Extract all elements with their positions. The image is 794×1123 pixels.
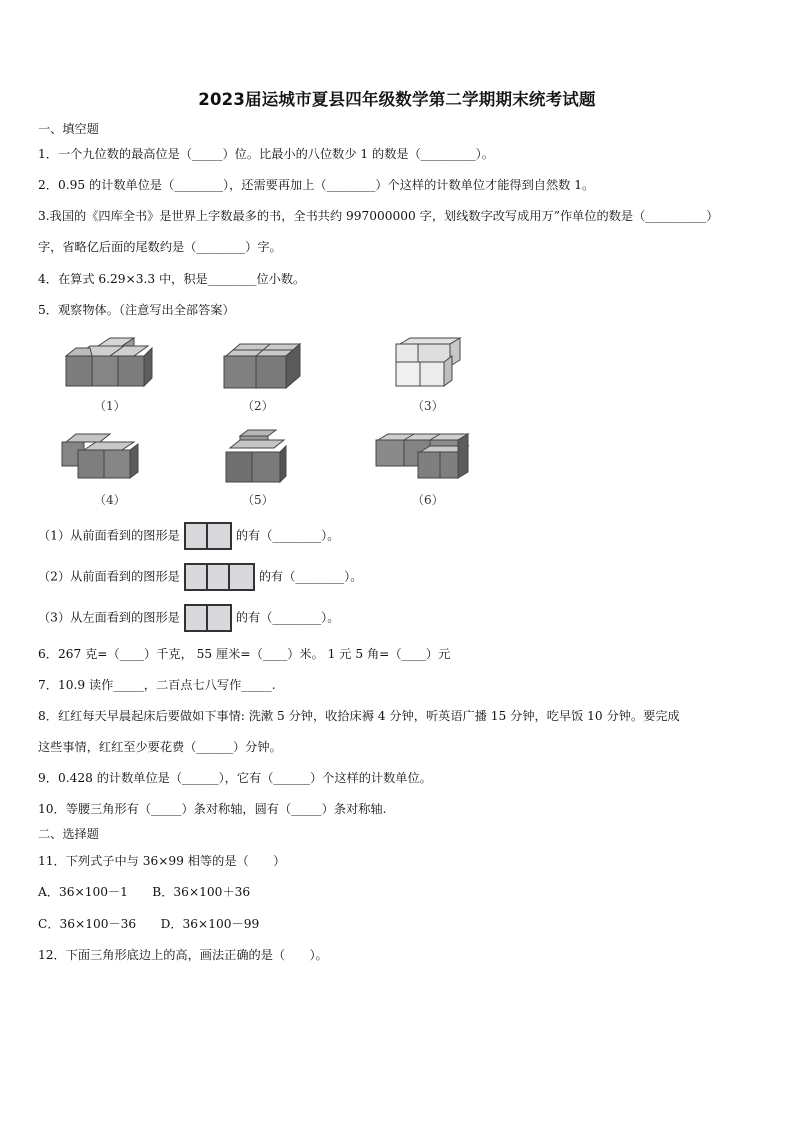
section-fill-blank-heading: 一、填空题 [38, 122, 99, 136]
question-8-line-2: 这些事情，红红至少要花费（______）分钟。 [38, 740, 282, 754]
exam-title: 2023届运城市夏县四年级数学第二学期期末统考试题 [198, 90, 596, 109]
figure-3-label: （3） [412, 399, 444, 413]
figure-6-cubes [376, 434, 468, 478]
figure-1-cubes [66, 338, 152, 386]
three-square-front-view [184, 563, 255, 591]
figure-5-cubes [226, 430, 286, 482]
figure-6-label: （6） [412, 493, 444, 507]
figure-3-cubes [396, 338, 460, 386]
q5-3-suffix: 的有（________）。 [235, 610, 340, 625]
question-12: 12．下面三角形底边上的高，画法正确的是（ ）。 [38, 948, 328, 962]
question-10: 10．等腰三角形有（_____）条对称轴，圆有（_____）条对称轴. [38, 802, 387, 816]
question-4: 4．在算式 6.29×3.3 中，积是________位小数。 [38, 272, 306, 286]
figure-4-label: （4） [94, 493, 126, 507]
question-8-line-1: 8．红红每天早晨起床后要做如下事情: 洗漱 5 分钟，收拾床褥 4 分钟，听英语广播 15 分钟，吃早饭 10 分钟。要完成 [38, 709, 680, 723]
q5-3-prefix: （3）从左面看到的图形是 [38, 610, 180, 625]
question-3-line-2: 字，省略亿后面的尾数约是（________）字。 [38, 240, 282, 254]
q5-2-suffix: 的有（________）。 [258, 569, 363, 584]
question-9: 9．0.428 的计数单位是（______），它有（______）个这样的计数单位。 [38, 771, 432, 785]
figure-5-label: （5） [242, 493, 274, 507]
question-6: 6．267 克=（____）千克， 55 厘米=（____）米。 1 元 5 角=（____）元 [38, 647, 451, 661]
question-5-part-2 [38, 563, 362, 591]
section-choice-heading: 二、选择题 [38, 827, 99, 841]
question-11-options-ab: A．36×100－1 B．36×100＋36 [38, 885, 251, 899]
q5-1-prefix: （1）从前面看到的图形是 [38, 528, 180, 543]
question-5-part-1 [38, 522, 339, 550]
question-11: 11．下列式子中与 36×99 相等的是（ ） [38, 854, 286, 868]
two-square-left-view [184, 604, 232, 632]
q5-2-prefix: （2）从前面看到的图形是 [38, 569, 180, 584]
figure-2-cubes [224, 344, 300, 388]
two-square-front-view [184, 522, 232, 550]
question-1: 1．一个九位数的最高位是（_____）位。比最小的八位数少 1 的数是（_________）。 [38, 147, 494, 161]
figure-1-label: （1） [94, 399, 126, 413]
question-2: 2．0.95 的计数单位是（________），还需要再加上（________）个这样的计数单位才能得到自然数 1。 [38, 178, 595, 192]
question-5-part-3 [38, 604, 339, 632]
question-11-options-cd: C．36×100－36 D．36×100－99 [38, 917, 260, 931]
q5-1-suffix: 的有（________）。 [235, 528, 340, 543]
question-5: 5．观察物体。（注意写出全部答案） [38, 303, 235, 317]
cube-figures [0, 0, 794, 520]
figure-2-label: （2） [242, 399, 274, 413]
question-3-line-1: 3.我国的《四库全书》是世界上字数最多的书，全书共约 997000000 字，划线数字改写成用万”作单位的数是（__________） [38, 209, 719, 223]
question-7: 7．10.9 读作_____，二百点七八写作_____. [38, 678, 276, 692]
figure-4-cubes [62, 434, 138, 478]
